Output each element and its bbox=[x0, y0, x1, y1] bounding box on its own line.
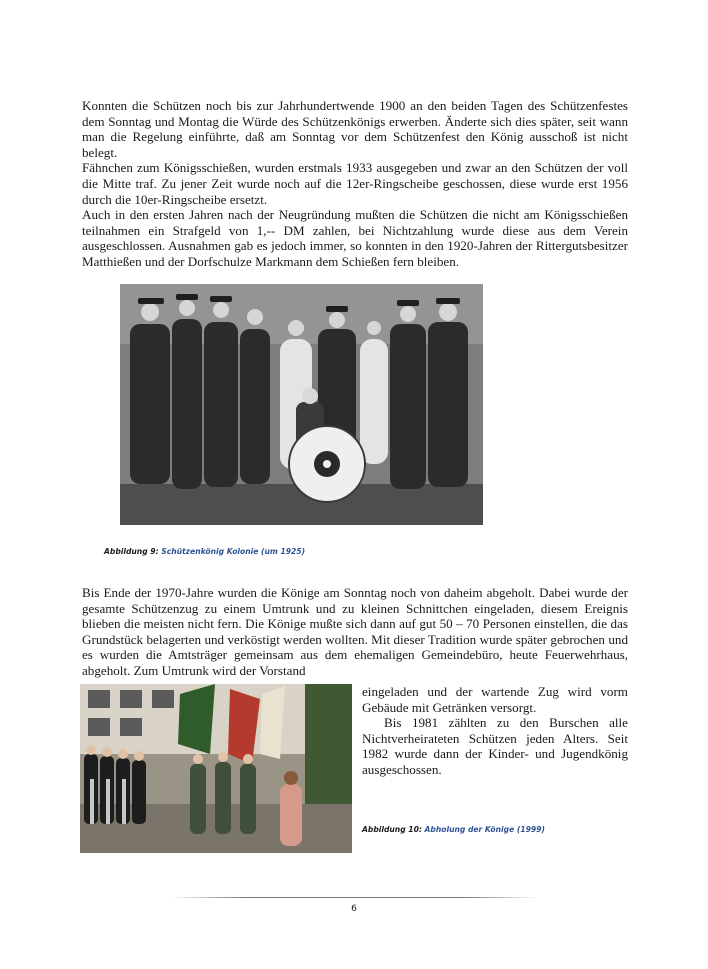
paragraph-faehnchen: Fähnchen zum Königsschießen, wurden erstmals 1933 ausgegeben und zwar an den Schützen der voll die Mitte traf. Zu jener Zeit wurde noch auf die 12er-Ringscheibe geschossen, diese wurde erst 1956 durch die 10er-Ringscheibe ersetzt. bbox=[82, 160, 628, 207]
paragraph-strafgeld: Auch in den ersten Jahren nach der Neugründung mußten die Schützen die nicht am Königsschießen teilnahmen ein Strafgeld von 1,-- DM zahlen, bei Nichtzahlung wurde diese aus dem Verein ausgeschlossen. Ausnahmen gab es jedoch immer, so konnten in den 1920-Jahren der Rittergutsbesitzer Matthießen und der Dorfschulze Markmann dem Schießen fern bleiben. bbox=[82, 207, 628, 269]
wrap-text-block bbox=[362, 684, 628, 778]
caption-title: Abholung der Könige (1999) bbox=[424, 825, 545, 834]
paragraph-burschen: Bis 1981 zählten zu den Burschen alle Nichtverheirateten Schützen jeden Alters. Seit 1982 wurde dann der Kinder- und Jugendkönig ausgeschossen. bbox=[362, 715, 628, 777]
caption-title: Schützenkönig Kolonie (um 1925) bbox=[161, 547, 306, 556]
intro-text-block bbox=[82, 98, 628, 270]
figure-caption-9 bbox=[104, 547, 305, 556]
group-photo-illustration bbox=[120, 284, 483, 525]
abholung-text-block bbox=[82, 585, 628, 679]
photo-abholung-der-koenige bbox=[80, 684, 352, 853]
procession-photo-illustration bbox=[80, 684, 352, 853]
caption-label: Abbildung 9: bbox=[104, 547, 162, 556]
caption-label: Abbildung 10: bbox=[362, 825, 425, 834]
page-number: 6 bbox=[351, 904, 357, 914]
paragraph-umtrunk: eingeladen und der wartende Zug wird vorm Gebäude mit Getränken versorgt. bbox=[362, 684, 628, 715]
paragraph-abholung: Bis Ende der 1970-Jahre wurden die Könige am Sonntag noch von daheim abgeholt. Dabei wurde der gesamte Schützenzug zu einem Umtrunk und zu kleinen Schnittchen eingeladen, diesem Ereignis blieben die meisten nicht fern. Die Könige mußte sich dann auf gut 50 – 70 Personen einstellen, die das Grundstück belagerten und verköstigt werden wollten. Mit dieser Tradition wurde später gebrochen und es wurden die Amtsträger gemeinsam aus dem ehemaligen Gemeindebüro, heute Feuerwehrhaus, abgeholt. Zum Umtrunk wird der Vorstand bbox=[82, 585, 628, 678]
photo-schuetzenkoenig-kolonie bbox=[120, 284, 483, 525]
paragraph-koenigswuerde: Konnten die Schützen noch bis zur Jahrhundertwende 1900 an den beiden Tagen des Schützenfestes dem Sonntag und Montag die Würde des Schützenkönigs erwerben. Änderte sich dies später, seit wann man die Regelung einführte, daß am Sonntag vor dem Schützenfest den König ausschoß ist nicht belegt. bbox=[82, 98, 628, 160]
footer-divider bbox=[170, 897, 538, 898]
figure-caption-10 bbox=[362, 825, 545, 834]
